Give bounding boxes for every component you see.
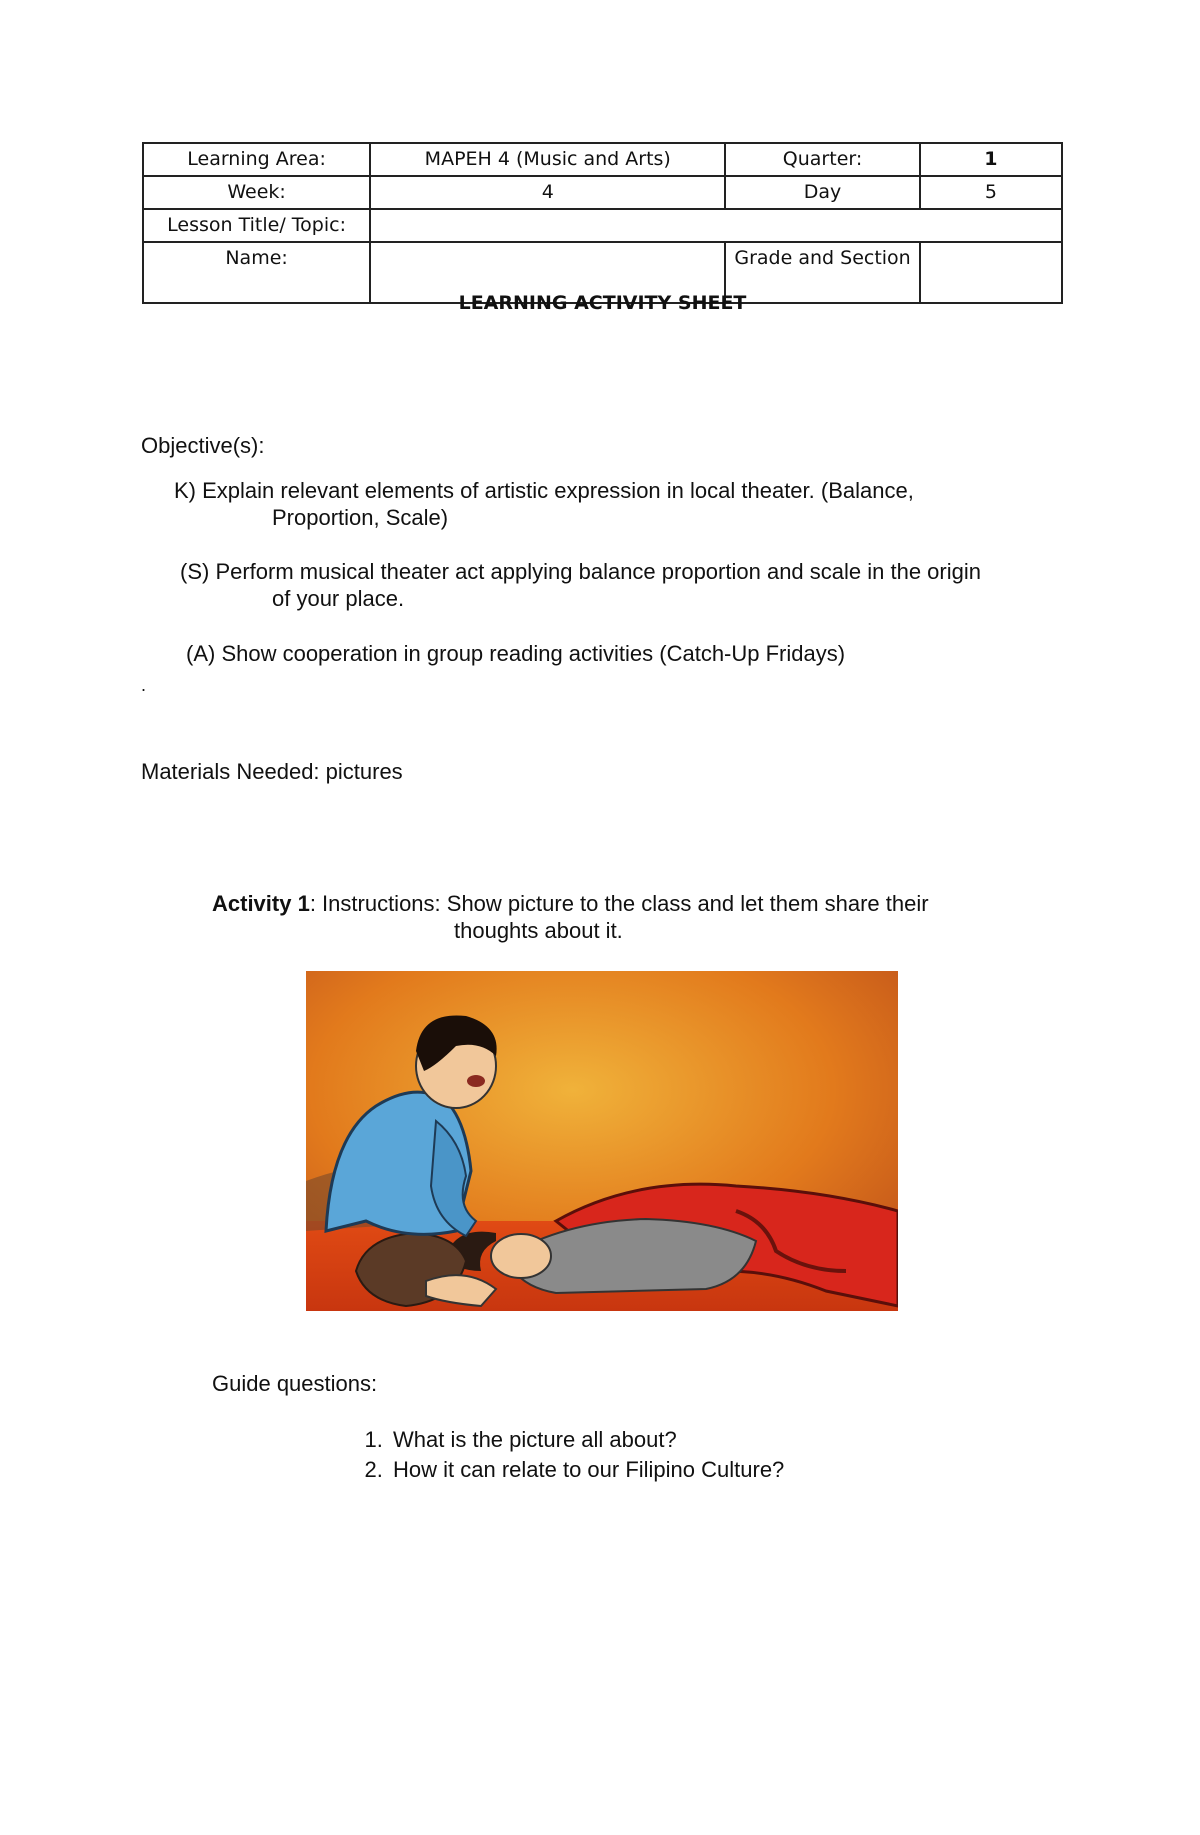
objective-attitude: (A) Show cooperation in group reading activities (Catch-Up Fridays) [186,641,846,666]
learning-area-label: Learning Area: [143,143,370,176]
week-label: Week: [143,176,370,209]
lesson-title-label: Lesson Title/ Topic: [143,209,370,242]
objective-knowledge-line2: Proportion, Scale) [272,505,449,530]
objective-skill [180,558,1060,612]
objective-skill-line2: of your place. [272,586,405,611]
guide-question: 1. What is the picture all about? [389,1425,784,1455]
activity-title: Activity 1 [212,891,310,916]
activity-instructions [212,890,1032,944]
objective-skill-line1: (S) Perform musical theater act applying balance proportion and scale in the origin [180,559,981,584]
quarter-label: Quarter: [725,143,919,176]
day-label: Day [725,176,919,209]
boy-mouth [467,1075,485,1087]
sheet-title: LEARNING ACTIVITY SHEET [458,292,747,314]
activity-illustration [306,971,898,1311]
guide-question: 2. How it can relate to our Filipino Culture? [389,1455,784,1485]
activity-instructions-line1: : Instructions: Show picture to the class and let them share their [309,891,929,916]
week-value: 4 [370,176,725,209]
guide-questions-list [352,1425,784,1485]
activity-instructions-line2: thoughts about it. [454,918,623,943]
lying-person-face [491,1234,551,1278]
name-label: Name: [143,242,370,303]
grade-section-label: Grade and Section [725,242,919,303]
objective-knowledge [174,477,1014,531]
materials-needed: Materials Needed: pictures [141,759,403,784]
day-value: 5 [920,176,1062,209]
lesson-info-table [142,142,1063,304]
objective-knowledge-line1: K) Explain relevant elements of artistic expression in local theater. (Balance, [174,478,914,503]
objectives-label: Objective(s): [141,433,265,458]
guide-questions-label: Guide questions: [212,1371,378,1396]
learning-area-value: MAPEH 4 (Music and Arts) [370,143,725,176]
stray-dot: . [141,675,147,695]
quarter-value: 1 [920,143,1062,176]
lesson-title-field[interactable] [370,209,1062,242]
